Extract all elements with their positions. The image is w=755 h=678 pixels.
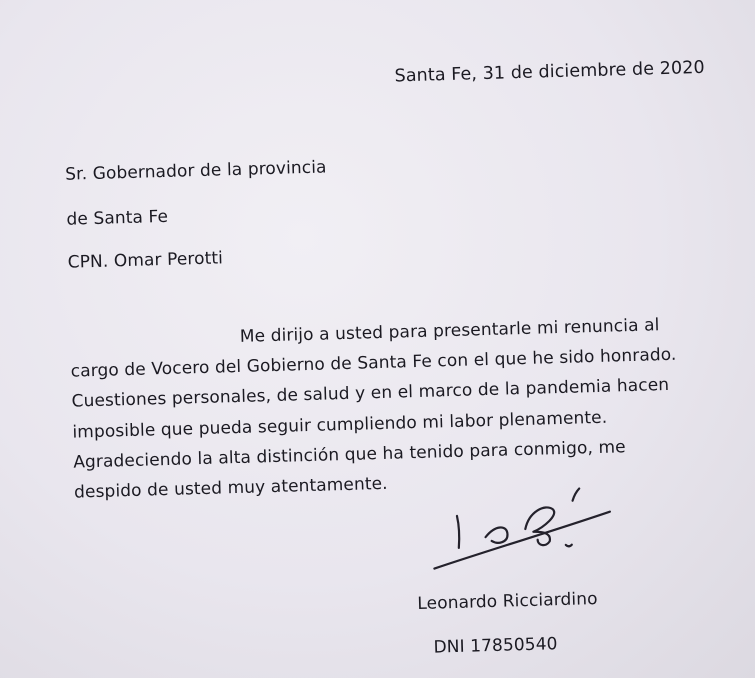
- body-line-4: imposible que pueda seguir cumpliendo mi labor plenamente.: [72, 407, 608, 443]
- body-line-3: Cuestiones personales, de salud y en el marco de la pandemia hacen: [71, 374, 670, 412]
- body-line-1: Me dirijo a usted para presentarle mi renuncia al: [239, 315, 660, 347]
- handwritten-signature: [424, 481, 626, 577]
- signer-dni: DNI 17850540: [433, 634, 558, 658]
- recipient-line-2: de Santa Fe: [66, 206, 169, 230]
- body-line-5: Agradeciendo la alta distinción que ha tenido para conmigo, me: [73, 437, 626, 473]
- date-line: Santa Fe, 31 de diciembre de 2020: [394, 57, 705, 87]
- recipient-line-1: Sr. Gobernador de la provincia: [64, 157, 327, 185]
- signer-name: Leonardo Ricciardino: [417, 589, 598, 615]
- body-line-6: despido de usted muy atentamente.: [73, 473, 388, 503]
- recipient-line-3: CPN. Omar Perotti: [67, 248, 224, 273]
- body-line-2: cargo de Vocero del Gobierno de Santa Fe con el que he sido honrado.: [70, 344, 677, 382]
